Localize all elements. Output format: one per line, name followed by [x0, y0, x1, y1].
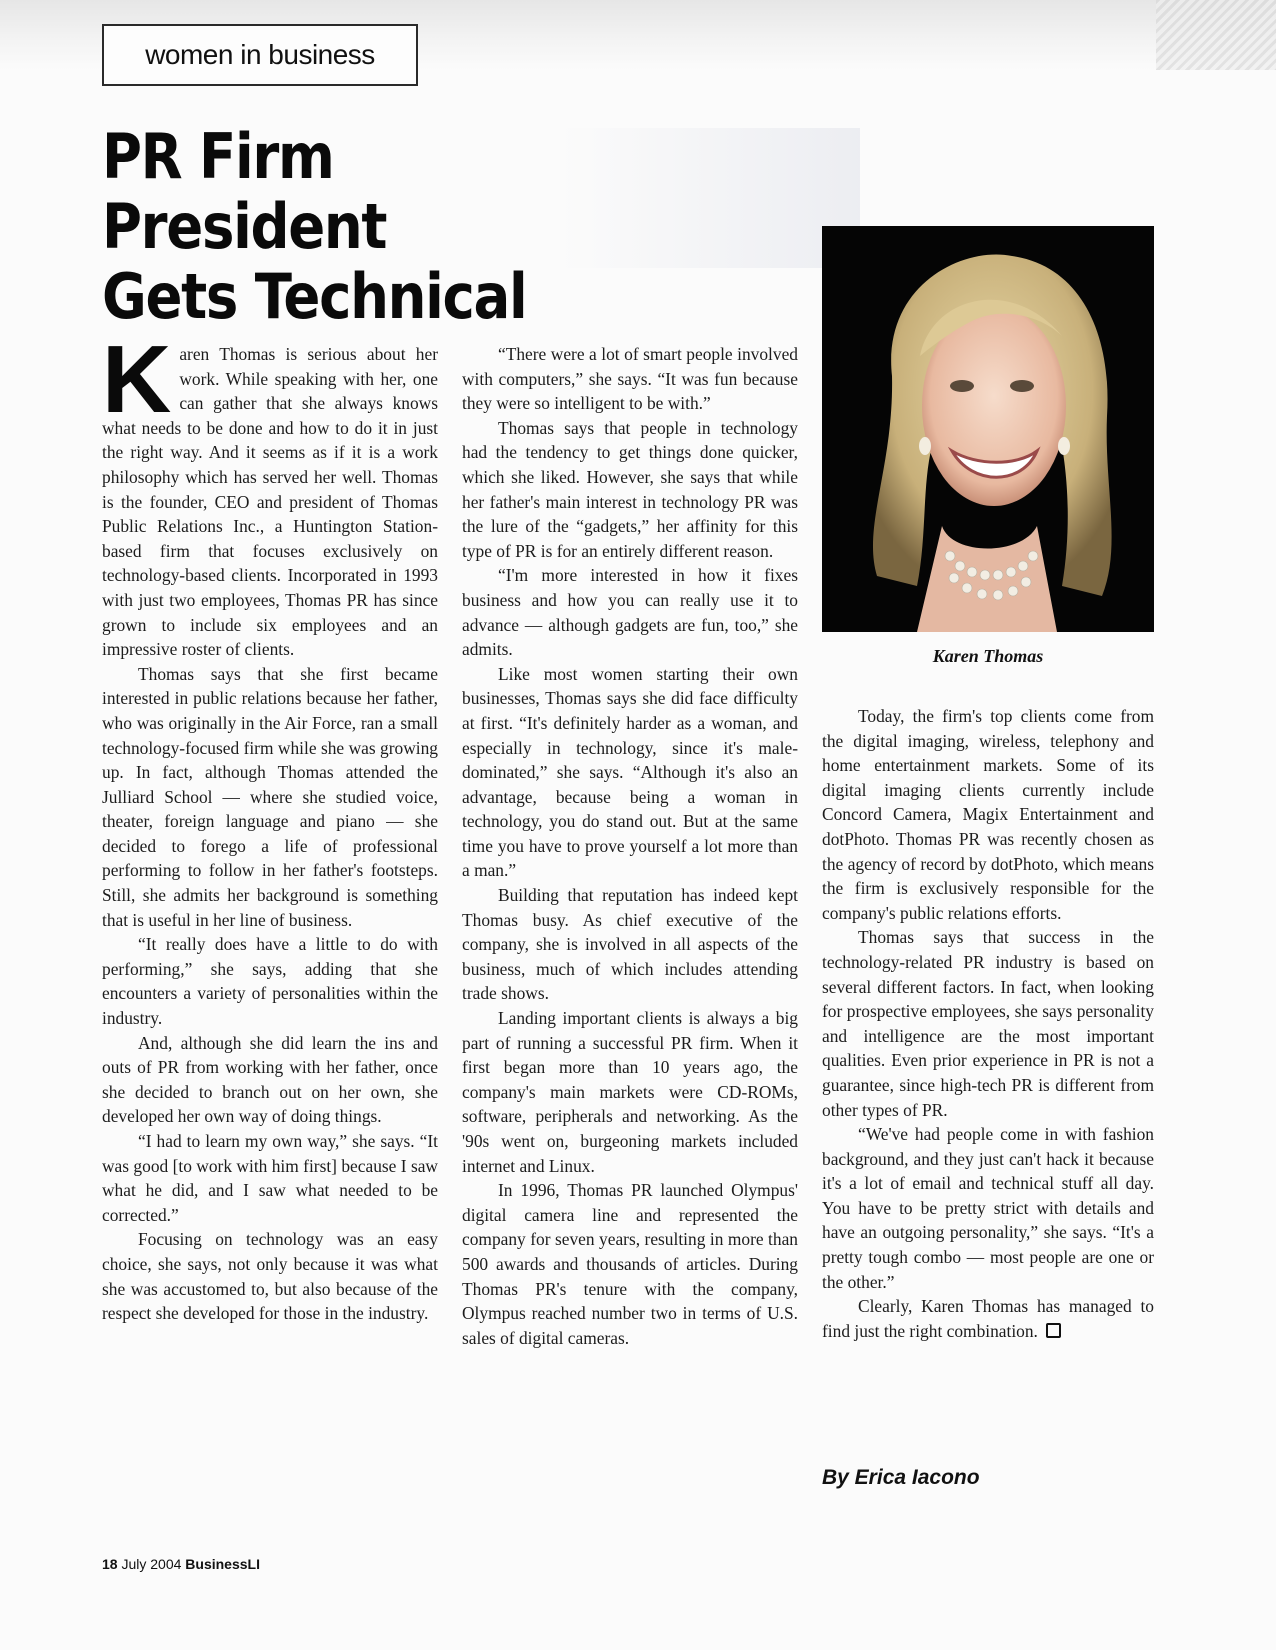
paragraph: “I'm more interested in how it fixes business and how you can really use it to advance — although gadgets are fun, too,” she admits.: [462, 565, 798, 660]
paragraph: Focusing on technology was an easy choice, she says, not only because it was what she was accustomed to, but also because of the respect she developed for those in the industry.: [102, 1229, 438, 1324]
paragraph: [822, 1294, 1154, 1343]
paragraph: “It really does have a little to do with performing,” she says, adding that she encounters a variety of personalities within the industry.: [102, 934, 438, 1029]
portrait-photo: [822, 226, 1154, 632]
paragraph: Building that reputation has indeed kept Thomas busy. As chief executive of the company, she is involved in all aspects of the business, much of which includes attending trade shows.: [462, 885, 798, 1004]
paragraph: Like most women starting their own businesses, Thomas says she did face difficulty at first. “It's definitely harder as a woman, and especially in technology, since it's male-dominated,” she says. “Although it's also an advantage, because being a woman in technology, you do stand out. But at the same time you have to prove yourself a lot more than a man.”: [462, 663, 798, 881]
section-label: women in business: [145, 39, 375, 70]
issue-date: July 2004: [121, 1556, 182, 1572]
article-column-1: [102, 326, 438, 1326]
byline: By Erica Iacono: [822, 1466, 980, 1489]
paragraph: Thomas says that people in technology had the tendency to get things done quicker, which she liked. However, she says that while her father's main interest in technology PR was the lure of the “gadgets,” her affinity for this type of PR is for an entirely different reason.: [462, 417, 798, 561]
article-column-2: [462, 342, 798, 1350]
paragraph: And, although she did learn the ins and outs of PR from working with her father, once she decided to branch out on her own, she developed her own way of doing things.: [102, 1032, 438, 1127]
paragraph: In 1996, Thomas PR launched Olympus' digital camera line and represented the company for seven years, resulting in more than 500 awards and thousands of articles. During Thomas PR's tenure with the company, Olympus reached number two in terms of U.S. sales of digital cameras.: [462, 1180, 798, 1348]
paragraph: “We've had people come in with fashion background, and they just can't hack it because it's a lot of email and technical stuff all day. You have to be pretty strict with details and have an outgoing personality,” she says. “It's a pretty tough combo — most people are one or the other.”: [822, 1124, 1154, 1292]
portrait-illustration: [822, 226, 1154, 632]
page-number: 18: [102, 1556, 118, 1572]
paragraph-text: aren Thomas is serious about her work. While speaking with her, one can gather that she always knows what needs to be done and how to do it in just the right way. And it seems as if it is a work philosophy which has served her well. Thomas is the founder, CEO and president of Thomas Public Relations Inc., a Huntington Station-based firm that focuses exclusively on technology-based clients. Incorporated in 1993 with just two employees, Thomas PR has since grown to include six employees and an impressive roster of clients.: [102, 344, 438, 660]
page-footer: [102, 1556, 260, 1572]
paragraph: “I had to learn my own way,” she says. “It was good [to work with him first] because I saw what he did, and I saw what needed to be corrected.”: [102, 1131, 438, 1225]
headline-line-2: Gets Technical: [102, 260, 527, 333]
article-headline: [102, 122, 595, 332]
drop-cap: K: [102, 326, 172, 433]
paragraph-text: Clearly, Karen Thomas has managed to find just the right combination.: [822, 1296, 1154, 1341]
headline-line-1: PR Firm President: [102, 120, 387, 263]
section-label-box: [102, 24, 418, 86]
paragraph: Landing important clients is always a big part of running a successful PR firm. When it first began more than 10 years ago, the company's main markets were CD-ROMs, software, peripherals and networking. As the '90s went on, burgeoning markets included internet and Linux.: [462, 1008, 798, 1176]
show-through-shading: [560, 128, 860, 268]
paragraph: Thomas says that she first became interested in public relations because her father, who was originally in the Air Force, ran a small technology-focused firm while she was growing up. In fact, although Thomas attended the Julliard School — where she studied voice, theater, foreign language and piano — she decided to forego a life of professional performing to follow in her father's footsteps. Still, she admits her background is something that is useful in her line of business.: [102, 663, 438, 930]
publication-name: BusinessLI: [185, 1556, 260, 1572]
end-of-article-icon: [1046, 1323, 1061, 1338]
photo-caption: Karen Thomas: [932, 646, 1044, 666]
paragraph: [102, 326, 438, 662]
article-column-3: [822, 704, 1154, 1343]
paragraph: Today, the firm's top clients come from the digital imaging, wireless, telephony and home entertainment markets. Some of its digital imaging clients currently include Concord Camera, Magix Entertainment and dotPhoto. Thomas PR was recently chosen as the agency of record by dotPhoto, which means the firm is exclusively responsible for the company's public relations efforts.: [822, 706, 1154, 923]
paragraph: “There were a lot of smart people involved with computers,” she says. “It was fun because they were so intelligent to be with.”: [462, 344, 798, 414]
paragraph: Thomas says that success in the technology-related PR industry is based on several different factors. In fact, when looking for prospective employees, she says personality and intelligence are the most important qualities. Even prior experience in PR is not a guarantee, since high-tech PR is different from other types of PR.: [822, 927, 1154, 1120]
